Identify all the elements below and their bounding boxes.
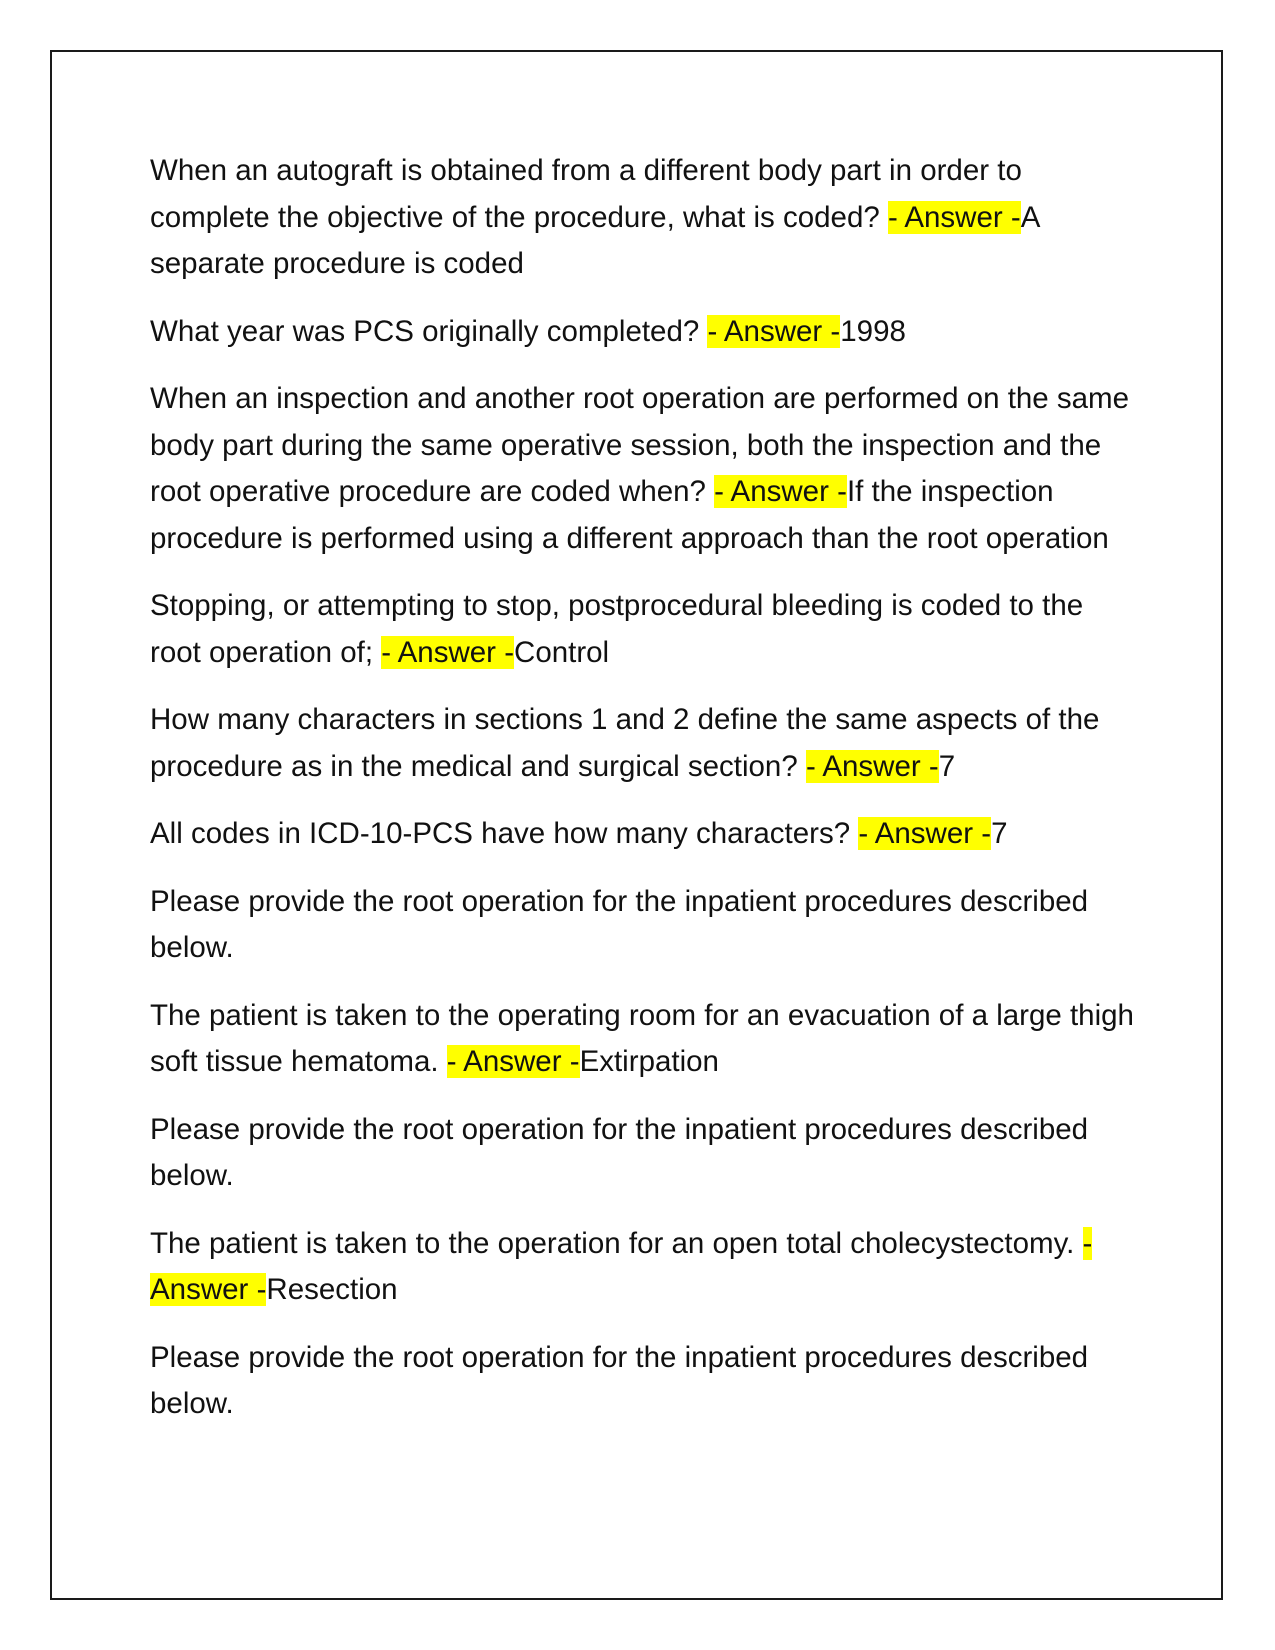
answer-marker: - Answer -	[858, 817, 992, 850]
answer-marker: - Answer -	[887, 200, 1021, 234]
question-text: When an inspection and another root operation are performed on the same body part during the same operative session, both the inspection and the root operative procedure are coded when?	[150, 382, 1130, 508]
answer-marker: - Answer -	[707, 314, 841, 348]
question-text: The patient is taken to the operating room for an evacuation of a large thigh soft tissue hematoma.	[150, 998, 1134, 1078]
answer-marker: - Answer -	[805, 749, 939, 783]
answer-text: Extirpation	[579, 1045, 719, 1078]
answer-text: 7	[991, 817, 1008, 850]
answer-marker: - Answer -	[150, 1226, 1093, 1306]
instruction-paragraph: Please provide the root operation for the inpatient procedures described below.	[150, 1340, 1089, 1420]
question-text: When an autograft is obtained from a different body part in order to complete the objective of the procedure, what is coded?	[150, 154, 1022, 234]
answer-text: A separate procedure is coded	[150, 200, 1039, 280]
question-text: Stopping, or attempting to stop, postprocedural bleeding is coded to the root operation of;	[150, 589, 1084, 669]
instruction-paragraph: Please provide the root operation for the inpatient procedures described below.	[150, 884, 1089, 964]
answer-text: If the inspection procedure is performed using a different approach than the root operation	[150, 475, 1109, 555]
answer-text: 1998	[840, 314, 906, 348]
document-body	[150, 148, 1140, 1449]
qa-item-cholecystectomy	[150, 1221, 1140, 1314]
qa-item-bleeding	[150, 583, 1140, 676]
question-text: How many characters in sections 1 and 2 define the same aspects of the procedure as in the medical and surgical section?	[150, 703, 1100, 783]
answer-marker: - Answer -	[714, 475, 847, 508]
answer-marker: - Answer -	[381, 635, 515, 669]
question-text: The patient is taken to the operation for an open total cholecystectomy.	[150, 1226, 1083, 1260]
qa-item-autograft	[150, 148, 1140, 288]
answer-marker: - Answer -	[446, 1045, 580, 1078]
answer-text: 7	[938, 749, 956, 783]
qa-item-code-length	[150, 811, 1140, 858]
answer-text: Control	[514, 635, 610, 669]
qa-item-hematoma	[150, 993, 1140, 1086]
instruction-paragraph: Please provide the root operation for the inpatient procedures described below.	[150, 1112, 1089, 1192]
question-text: All codes in ICD-10-PCS have how many characters?	[150, 817, 859, 850]
qa-item-inspection	[150, 376, 1140, 562]
answer-text: Resection	[266, 1273, 398, 1306]
qa-item-pcs-year	[150, 309, 1140, 356]
question-text: What year was PCS originally completed?	[150, 314, 708, 348]
qa-item-sections-characters	[150, 697, 1140, 790]
